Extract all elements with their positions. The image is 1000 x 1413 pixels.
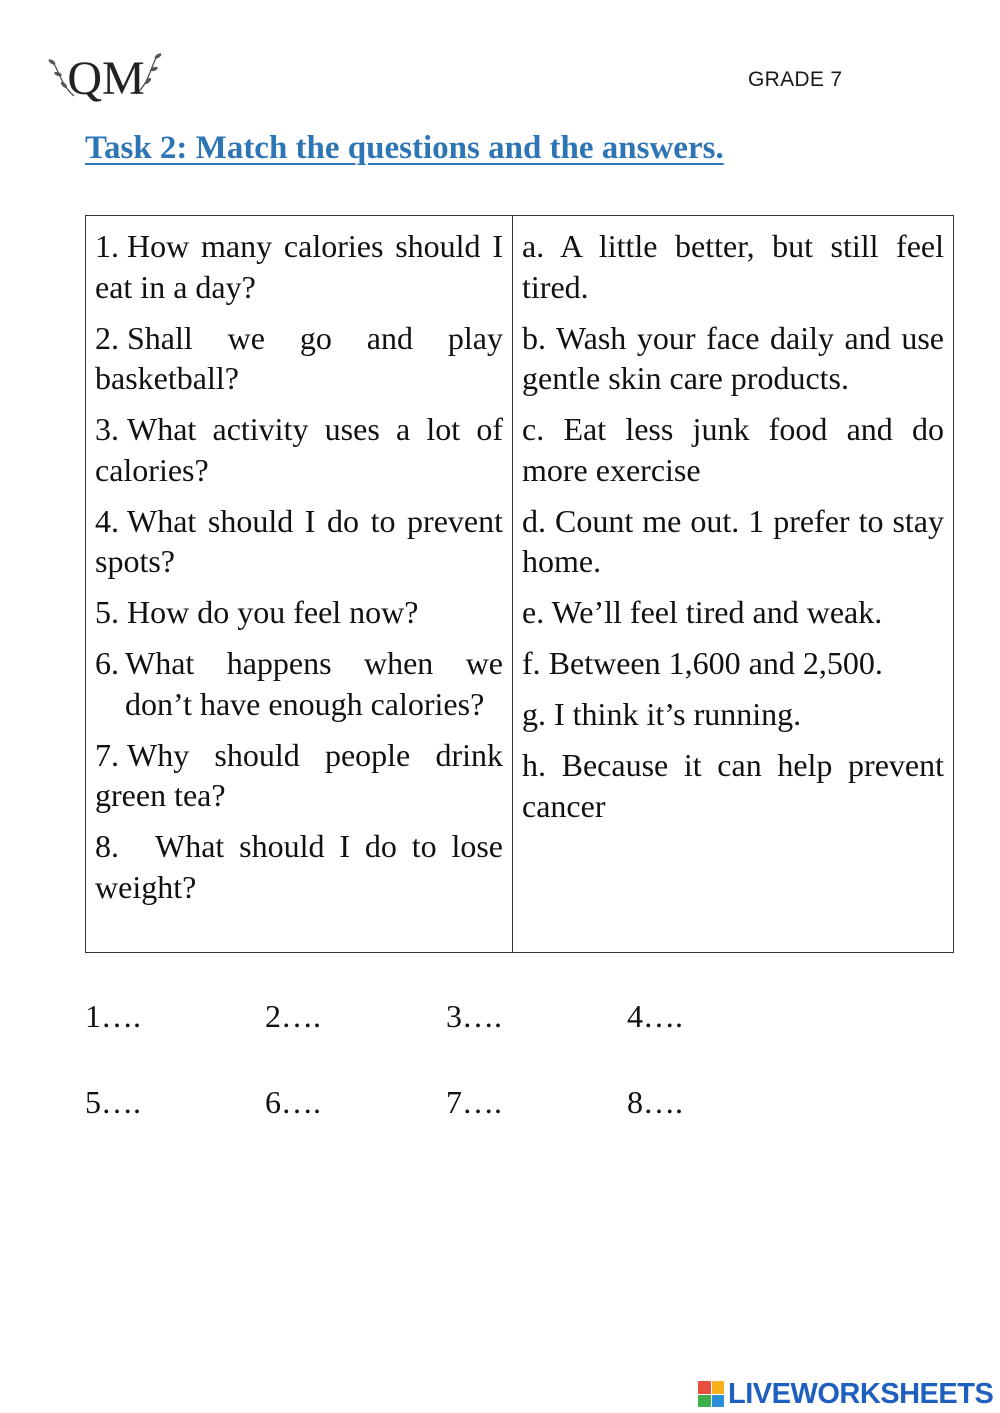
task-title: Task 2: Match the questions and the answers. [85, 130, 724, 166]
answers-column [513, 216, 953, 952]
answer-blank-3[interactable]: 3…. [446, 998, 502, 1034]
question-1: 1. How many calories should I eat in a day? [95, 228, 503, 305]
questions-column [86, 216, 513, 952]
grade-label: GRADE 7 [748, 68, 843, 91]
svg-text:QM: QM [67, 52, 145, 105]
answer-a: a. A little better, but still feel tired. [522, 228, 944, 305]
question-3: 3. What activity uses a lot of calories? [95, 411, 503, 488]
answer-e: e. We’ll feel tired and weak. [522, 594, 883, 630]
answer-blank-1[interactable]: 1…. [85, 998, 141, 1034]
answer-b: b. Wash your face daily and use gentle skin care products. [522, 319, 944, 396]
answer-blank-2[interactable]: 2…. [265, 998, 321, 1034]
answer-c: c. Eat less junk food and do more exercise [522, 411, 944, 488]
answer-d: d. Count me out. 1 prefer to stay home. [522, 502, 944, 579]
answer-blank-7[interactable]: 7…. [446, 1084, 502, 1120]
liveworksheets-icon [698, 1381, 724, 1407]
question-7: 7. Why should people drink green tea? [95, 736, 503, 813]
answer-blank-8[interactable]: 8…. [627, 1084, 683, 1120]
answer-blank-4[interactable]: 4…. [627, 998, 683, 1034]
qm-logo [44, 44, 168, 110]
answer-blank-6[interactable]: 6…. [265, 1084, 321, 1120]
matching-table [85, 215, 954, 953]
question-5: 5. How do you feel now? [95, 594, 419, 630]
question-2: 2. Shall we go and play basketball? [95, 319, 503, 396]
question-8: 8. What should I do to lose weight? [95, 828, 503, 905]
answer-g: g. I think it’s running. [522, 696, 802, 732]
liveworksheets-logo [698, 1378, 993, 1410]
liveworksheets-brand: LIVEWORKSHEETS [728, 1377, 994, 1410]
answer-f: f. Between 1,600 and 2,500. [522, 645, 883, 681]
question-4: 4. What should I do to prevent spots? [95, 502, 503, 579]
answer-blank-5[interactable]: 5…. [85, 1084, 141, 1120]
question-6: 6. What happens when we don’t have enough calories? [95, 645, 503, 722]
answer-h: h. Because it can help prevent cancer [522, 747, 944, 824]
